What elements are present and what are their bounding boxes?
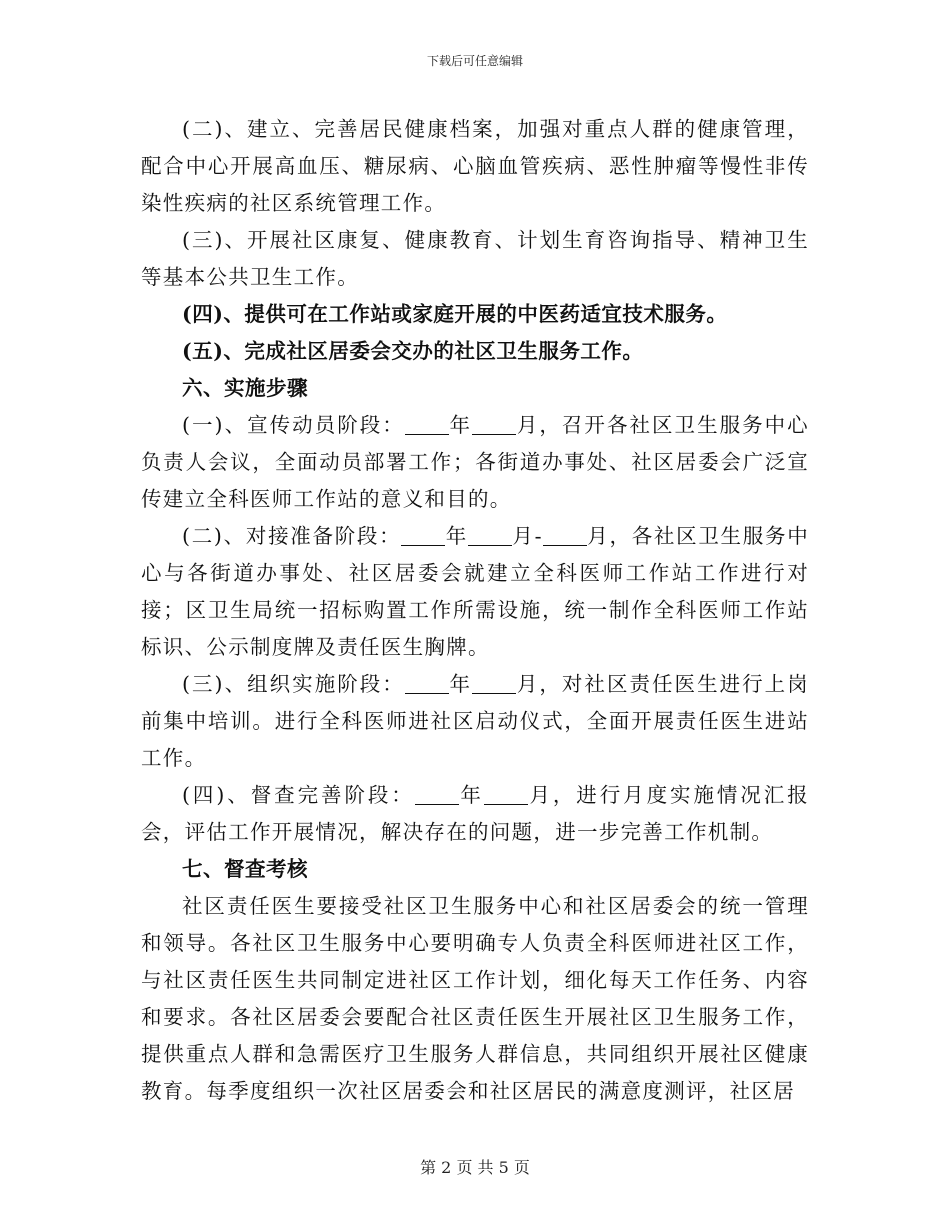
paragraph-supervision: 社区责任医生要接受社区卫生服务中心和社区居委会的统一管理和领导。各社区卫生服务中心要明确专人负责全科医师进社区工作，与社区责任医生共同制定进社区工作计划，细化每天工作任务、内容和要求。各社区居委会要配合社区责任医生开展社区卫生服务工作，提供重点人群和急需医疗卫生服务人群信息，共同组织开展社区健康教育。每季度组织一次社区居委会和社区居民的满意度测评，社区居: [141, 894, 809, 1103]
section-heading-supervision-assessment: 七、督查考核: [182, 857, 308, 881]
blank-field: [415, 784, 459, 806]
blank-field: [484, 784, 528, 806]
blank-field: [472, 414, 516, 436]
blank-field: [401, 525, 445, 547]
step-publicity-mobilization: (一)、宣传动员阶段： 年 月，召开各社区卫生服务中心负责人会议，全面动员部署工作；各街道办事处、社区居委会广泛宣传建立全科医师工作站的意义和目的。: [141, 413, 809, 511]
step-label: (四)、督查完善阶段：: [182, 783, 415, 807]
paragraph-tcm-services: (四)、提供可在工作站或家庭开展的中医药适宜技术服务。: [182, 302, 728, 326]
step-label: (一)、宣传动员阶段：: [182, 413, 405, 437]
paragraph-community-tasks: (五)、完成社区居委会交办的社区卫生服务工作。: [182, 339, 644, 363]
blank-field: [405, 673, 449, 695]
paragraph-health-records: (二)、建立、完善居民健康档案，加强对重点人群的健康管理，配合中心开展高血压、糖尿病、心脑血管疾病、恶性肿瘤等慢性非传染性疾病的社区系统管理工作。: [141, 117, 809, 215]
page-number: 第 2 页 共 5 页: [420, 1158, 530, 1177]
blank-field: [472, 673, 516, 695]
step-docking-preparation: (二)、对接准备阶段： 年 月- 月，各社区卫生服务中心与各街道办事处、社区居委会就建立全科医师工作站工作进行对接；区卫生局统一招标购置工作所需设施，统一制作全科医师工作站标识、公示制度牌及责任医生胸牌。: [141, 524, 810, 659]
section-heading-implementation-steps: 六、实施步骤: [182, 376, 308, 400]
blank-field: [405, 414, 449, 436]
page-header-note: 下载后可任意编辑: [426, 54, 523, 68]
step-supervise-improve: (四)、督查完善阶段： 年 月，进行月度实施情况汇报会，评估工作开展情况，解决存在的问题，进一步完善工作机制。: [141, 783, 809, 844]
step-organize-implement: (三)、组织实施阶段： 年 月，对社区责任医生进行上岗前集中培训。进行全科医师进社区启动仪式，全面开展责任医生进站工作。: [141, 672, 809, 770]
blank-field: [468, 525, 512, 547]
blank-field: [543, 525, 587, 547]
step-label: (三)、组织实施阶段：: [182, 672, 405, 696]
step-label: (二)、对接准备阶段：: [182, 524, 402, 548]
document-body: [141, 111, 809, 1110]
paragraph-public-health: (三)、开展社区康复、健康教育、计划生育咨询指导、精神卫生等基本公共卫生工作。: [141, 228, 809, 289]
